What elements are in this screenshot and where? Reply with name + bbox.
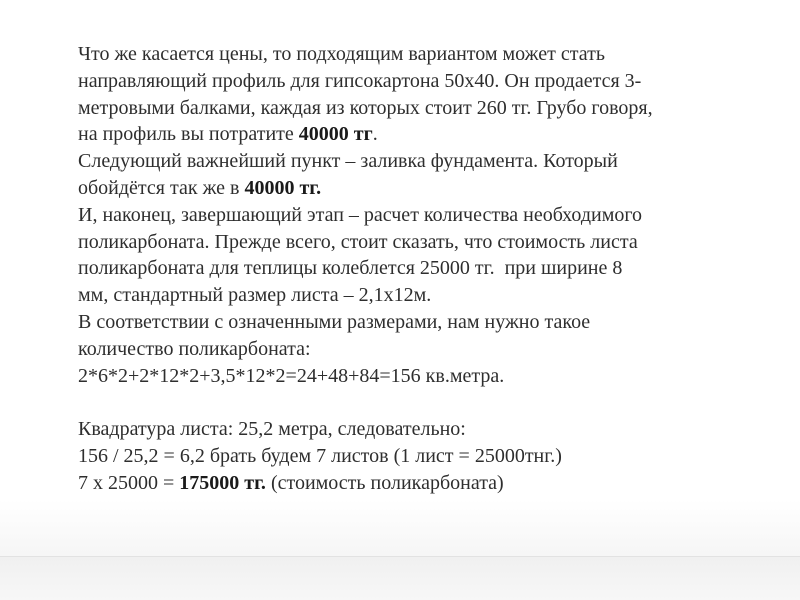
slide-bottom-shade bbox=[0, 557, 800, 600]
text-segment: 156 / 25,2 = 6,2 брать будем 7 листов (1 лист = 25000тнг.) bbox=[78, 444, 562, 467]
slide-bottom-divider bbox=[0, 556, 800, 557]
bold-price: 40000 тг bbox=[298, 123, 373, 146]
text-line bbox=[78, 148, 778, 175]
text-line bbox=[78, 121, 778, 148]
total-line bbox=[78, 470, 778, 497]
blank-line bbox=[78, 389, 778, 416]
text-line bbox=[78, 229, 778, 256]
text-segment: И, наконец, завершающий этап – расчет количества необходимого bbox=[78, 203, 643, 226]
text-segment: 2*6*2+2*12*2+3,5*12*2=24+48+84=156 кв.метра. bbox=[78, 364, 505, 387]
text-segment: количество поликарбоната: bbox=[78, 337, 311, 360]
text-segment: обойдётся так же в bbox=[78, 176, 245, 199]
text-line bbox=[78, 309, 778, 336]
slide-body-text bbox=[78, 41, 778, 497]
bold-price: 175000 тг. bbox=[179, 471, 266, 494]
text-segment: метровыми балками, каждая из которых стоит 260 тг. Грубо говоря, bbox=[78, 96, 653, 119]
text-line bbox=[78, 41, 778, 68]
text-segment: Что же касается цены, то подходящим вариантом может стать bbox=[78, 43, 605, 65]
calculation-line bbox=[78, 443, 778, 470]
text-segment: мм, стандартный размер листа – 2,1х12м. bbox=[78, 284, 432, 307]
text-segment: поликарбоната для теплицы колеблется 25000 тг. при ширине 8 bbox=[78, 257, 623, 280]
text-line bbox=[78, 202, 778, 229]
text-line bbox=[78, 255, 778, 282]
text-segment: . bbox=[372, 123, 378, 146]
text-line bbox=[78, 282, 778, 309]
text-line bbox=[78, 416, 778, 443]
bold-price: 40000 тг. bbox=[244, 176, 322, 199]
text-line bbox=[78, 95, 778, 122]
text-line bbox=[78, 68, 778, 95]
text-segment: 7 х 25000 = bbox=[78, 471, 180, 494]
text-segment: В соответствии с означенными размерами, нам нужно такое bbox=[78, 310, 591, 333]
text-line bbox=[78, 175, 778, 202]
text-line bbox=[78, 336, 778, 363]
text-segment: Квадратура листа: 25,2 метра, следовательно: bbox=[78, 418, 466, 441]
formula-line bbox=[78, 363, 778, 390]
text-segment: Следующий важнейший пункт – заливка фундамента. Который bbox=[78, 150, 618, 173]
text-segment: поликарбоната. Прежде всего, стоит сказать, что стоимость листа bbox=[78, 230, 638, 253]
text-segment: направляющий профиль для гипсокартона 50х40. Он продается 3- bbox=[78, 69, 642, 92]
text-segment: на профиль вы потратите bbox=[78, 123, 299, 146]
text-segment: (стоимость поликарбоната) bbox=[265, 471, 504, 494]
